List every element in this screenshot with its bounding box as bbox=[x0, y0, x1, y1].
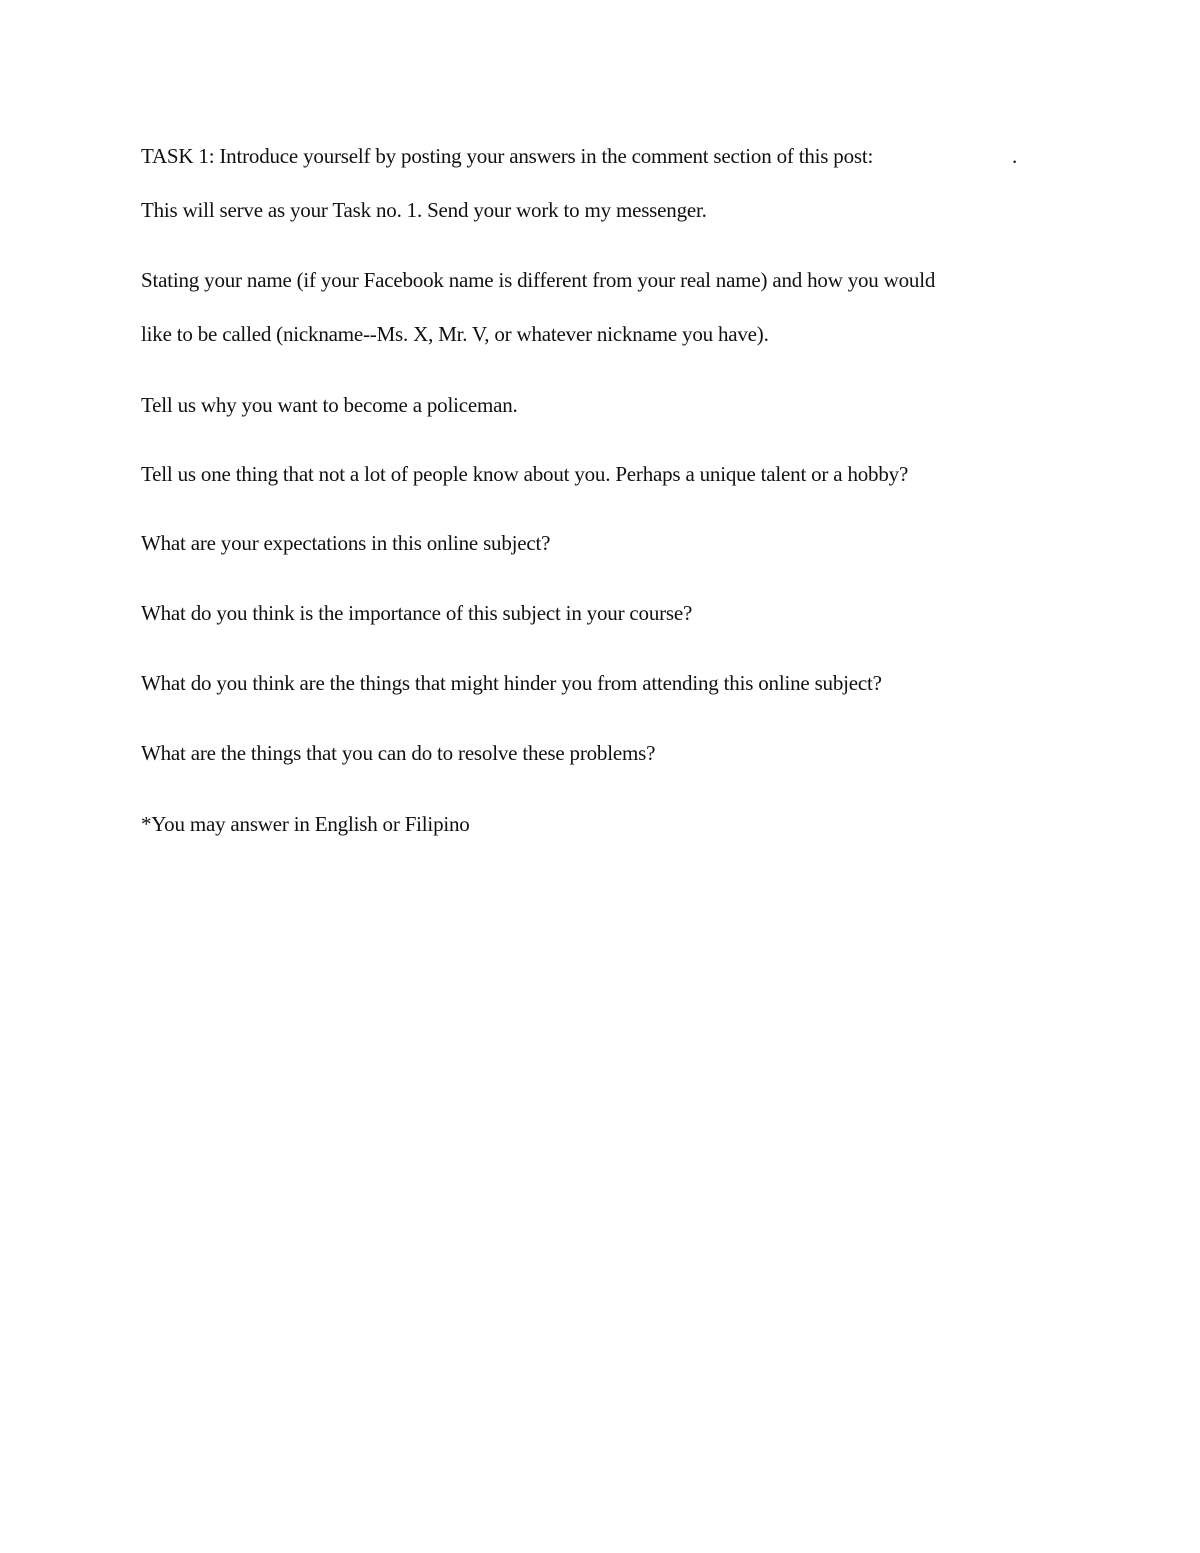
question-policeman: Tell us why you want to become a policeman. bbox=[141, 393, 518, 417]
question-name-line-2: like to be called (nickname--Ms. X, Mr. V, or whatever nickname you have). bbox=[141, 322, 769, 346]
question-hindrances: What do you think are the things that might hinder you from attending this online subject? bbox=[141, 671, 882, 695]
task-heading: TASK 1: Introduce yourself by posting your answers in the comment section of this post: bbox=[141, 144, 874, 168]
task-heading-period: . bbox=[1012, 144, 1018, 168]
footnote: *You may answer in English or Filipino bbox=[141, 812, 470, 836]
question-resolutions: What are the things that you can do to resolve these problems? bbox=[141, 741, 656, 765]
question-unique-fact: Tell us one thing that not a lot of people know about you. Perhaps a unique talent or a hobby? bbox=[141, 462, 909, 486]
question-name-line-1: Stating your name (if your Facebook name is different from your real name) and how you would bbox=[141, 268, 936, 292]
question-expectations: What are your expectations in this online subject? bbox=[141, 531, 551, 555]
task-note: This will serve as your Task no. 1. Send your work to my messenger. bbox=[141, 198, 707, 222]
question-importance: What do you think is the importance of this subject in your course? bbox=[141, 601, 693, 625]
